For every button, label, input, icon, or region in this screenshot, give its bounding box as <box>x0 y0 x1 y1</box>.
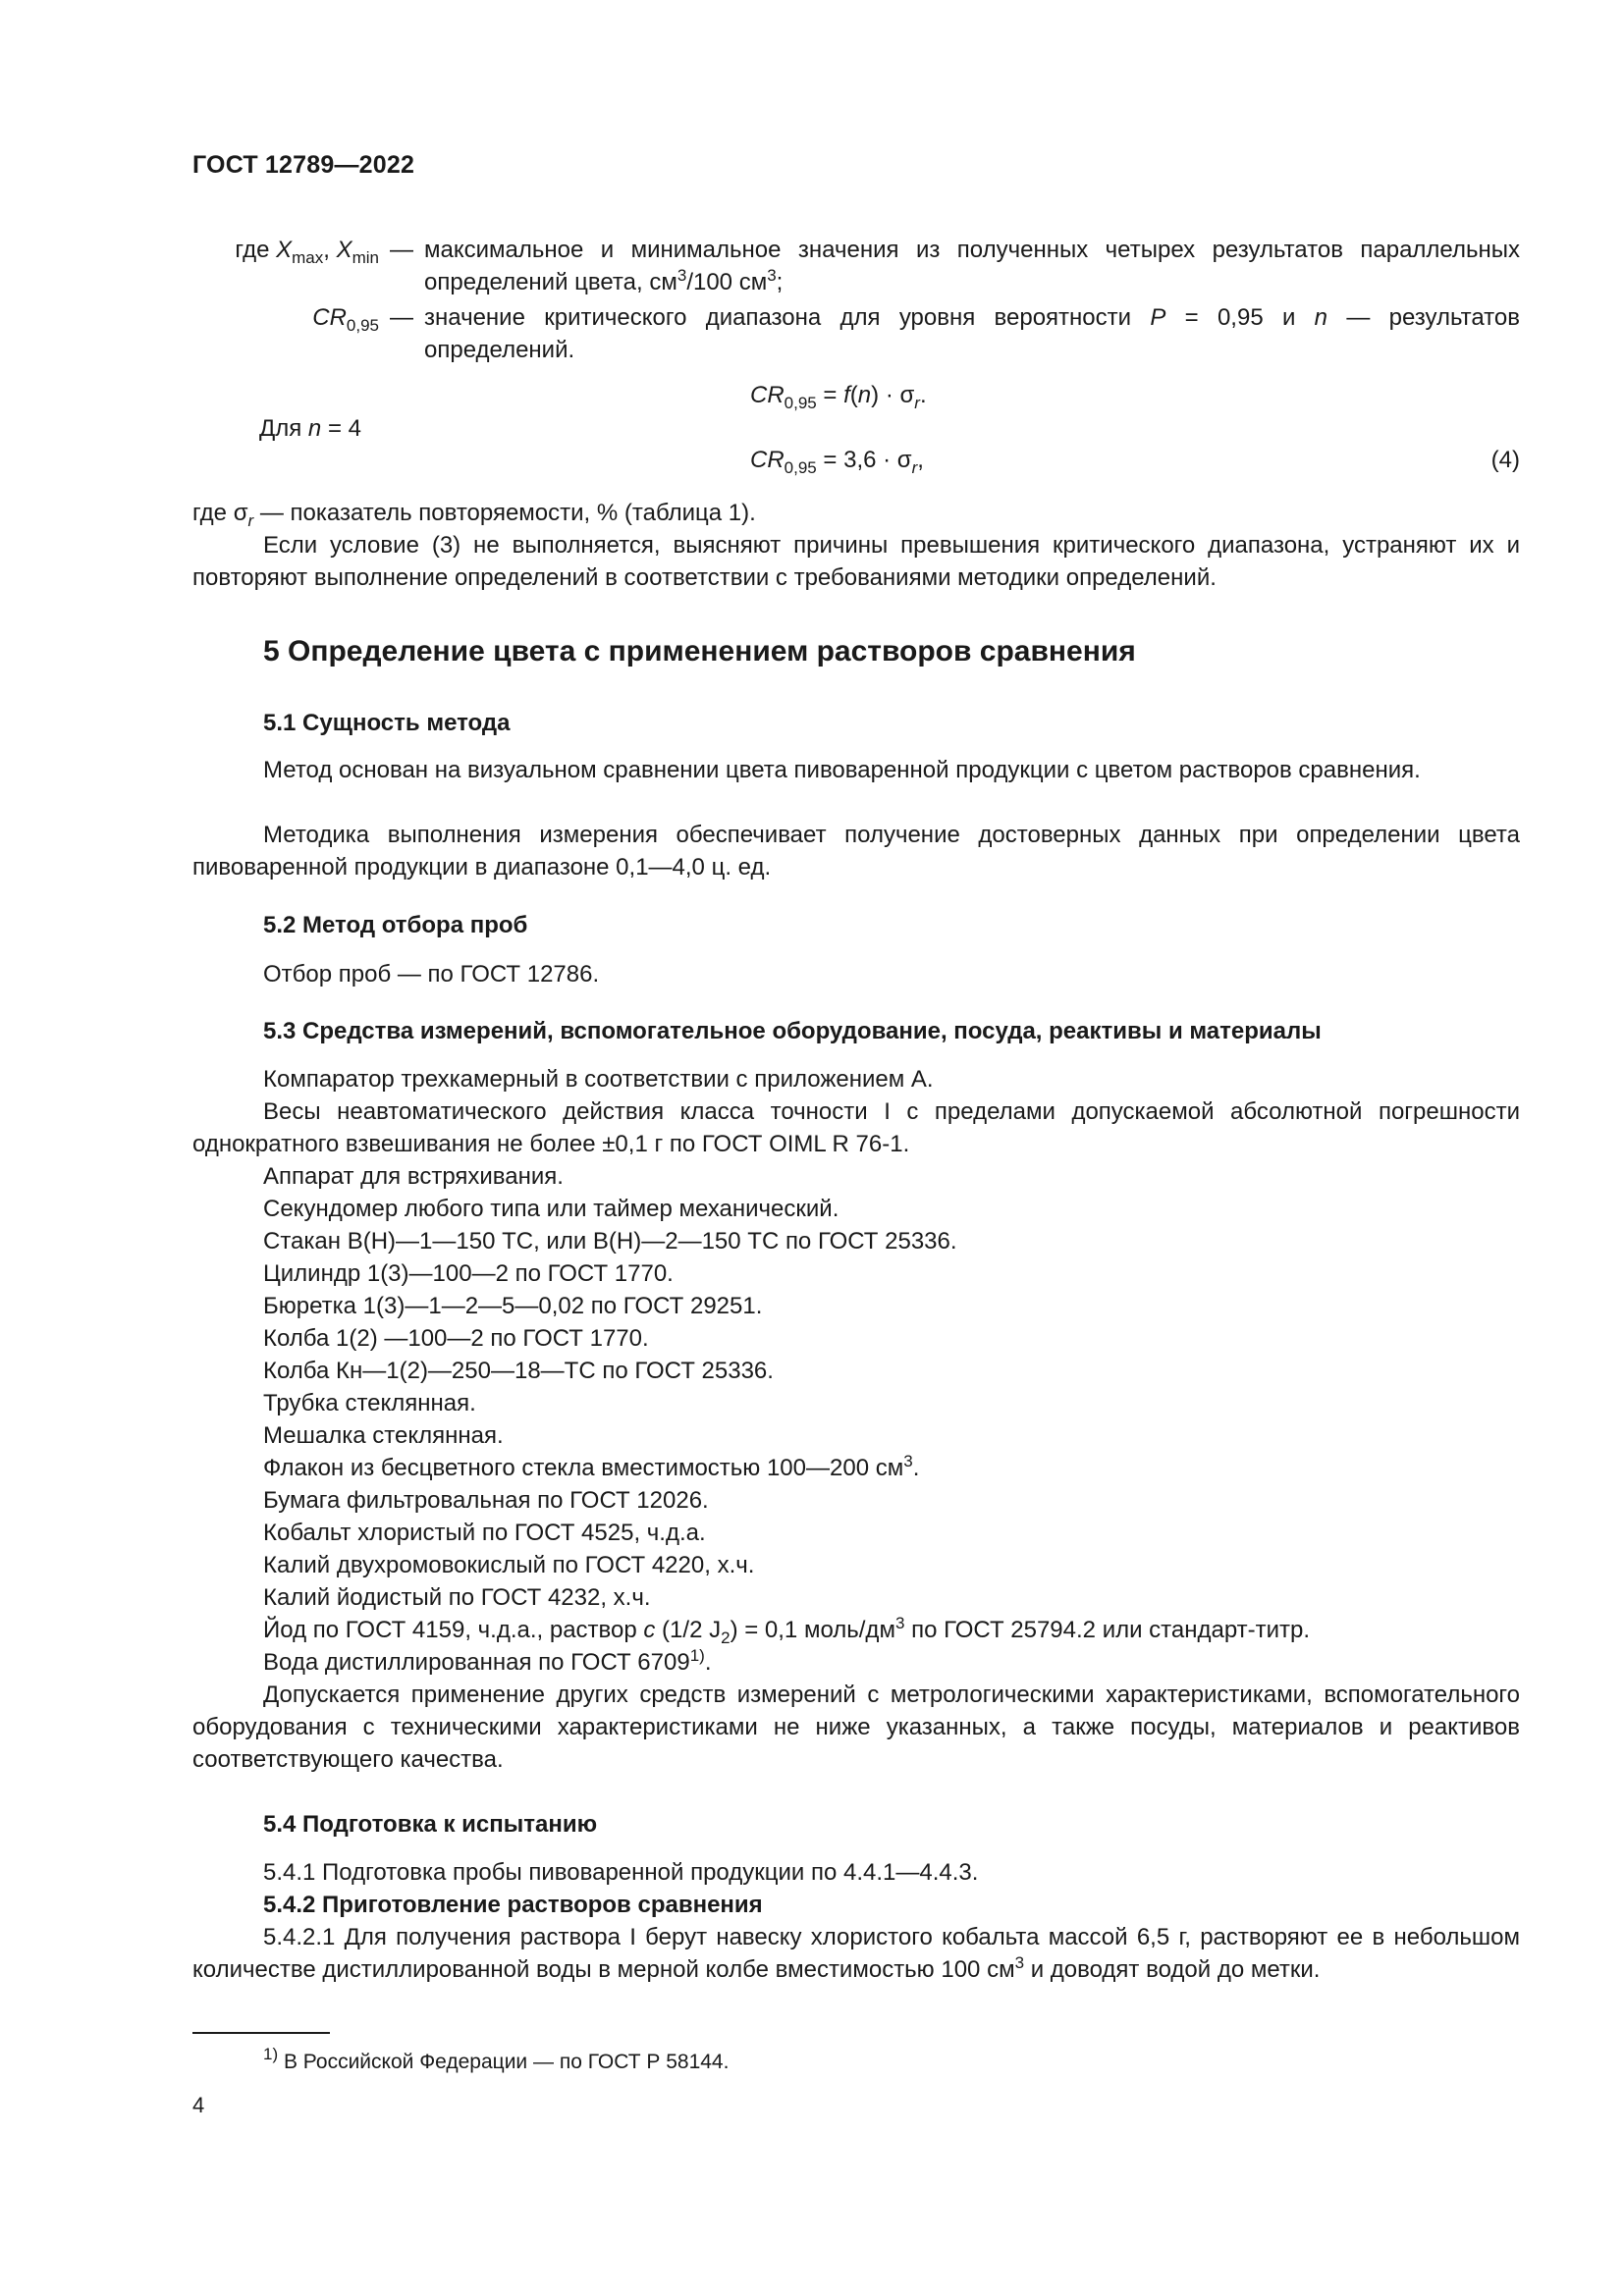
text: по ГОСТ 25794.2 или стандарт-титр. <box>904 1617 1311 1643</box>
symbol-cr: CR <box>750 447 785 473</box>
sigma-definition <box>192 497 1520 529</box>
section-5-1-paragraph-1: Метод основан на визуальном сравнении цвета пивоваренной продукции с цветом растворов сравнения. <box>263 757 1421 783</box>
equipment-item <box>263 1452 919 1484</box>
definition-text-part: ; <box>776 269 784 295</box>
symbol-n: n <box>857 382 872 408</box>
symbol-f: f <box>843 382 850 408</box>
footnote-mark: 1) <box>263 2045 279 2063</box>
text: где σ <box>192 500 248 526</box>
definition-symbol <box>192 301 379 366</box>
symbol-x: X <box>276 237 293 263</box>
equipment-item: Компаратор трехкамерный в соответствии с приложением А. <box>263 1066 934 1093</box>
formula-body: = 3,6 · σ <box>816 447 912 473</box>
text: 5.4.2.1 Для получения раствора I берут навеску хлористого кобальта массой 6,5 г, растворяют ее в небольшом количестве дистиллированной воды в мерной колбе вместимостью 100 см <box>192 1924 1520 1983</box>
equipment-item: Трубка стеклянная. <box>263 1390 476 1416</box>
definition-dash: — <box>390 304 413 331</box>
document-code-header: ГОСТ 12789—2022 <box>192 151 415 179</box>
condition-paragraph: Если условие (3) не выполняется, выясняют причины превышения критического диапазона, устраняют их и повторяют выполнение определений в соответствии с требованиями методики определений. <box>192 532 1520 591</box>
equipment-item: Мешалка стеклянная. <box>263 1422 504 1449</box>
punct: , <box>917 447 924 473</box>
text: Флакон из бесцветного стекла вместимостью 100—200 см <box>263 1455 904 1481</box>
text: Вода дистиллированная по ГОСТ 6709 <box>263 1649 690 1676</box>
equipment-item <box>263 1614 1310 1646</box>
footnote-ref: 1) <box>689 1646 705 1665</box>
paren: ) <box>871 382 880 408</box>
subscript-min: min <box>352 248 379 267</box>
equipment-item: Аппарат для встряхивания. <box>263 1163 564 1190</box>
footnote-text: В Российской Федерации — по ГОСТ Р 58144. <box>278 2051 730 2073</box>
subscript-r: r <box>911 458 918 477</box>
text: ) = 0,1 моль/дм <box>730 1617 895 1643</box>
subscript-r: r <box>914 394 920 412</box>
section-5-4-2-title: 5.4.2 Приготовление растворов сравнения <box>263 1892 763 1918</box>
definition-text <box>424 234 1520 298</box>
section-5-1-title: 5.1 Сущность метода <box>263 710 511 736</box>
formula-cr-n4 <box>750 444 924 476</box>
symbol-p: P <box>1150 304 1166 331</box>
equipment-item: Калий йодистый по ГОСТ 4232, х.ч. <box>263 1584 651 1611</box>
definition-text-part: — результатов определений. <box>424 304 1520 363</box>
equipment-item <box>263 1646 712 1679</box>
definition-text-part: значение критического диапазона для уровня вероятности <box>424 304 1151 331</box>
symbol-n: n <box>307 415 322 442</box>
symbol-cr: CR <box>750 382 785 408</box>
superscript: 3 <box>894 1614 905 1632</box>
superscript: 3 <box>767 266 777 285</box>
superscript: 3 <box>677 266 687 285</box>
section-5-4-1: 5.4.1 Подготовка пробы пивоваренной продукции по 4.4.1—4.4.3. <box>263 1859 979 1886</box>
symbol-x: X <box>336 237 352 263</box>
text: (1/2 J <box>655 1617 722 1643</box>
text: . <box>912 1455 920 1481</box>
subscript-max: max <box>292 248 324 267</box>
equipment-item: Кобальт хлористый по ГОСТ 4525, ч.д.а. <box>263 1520 706 1546</box>
equals: = <box>816 382 844 408</box>
subscript-095: 0,95 <box>346 316 379 335</box>
definition-text-part: = 0,95 и <box>1165 304 1315 331</box>
for-n-label <box>259 412 361 445</box>
punct: . <box>919 382 927 408</box>
text: Для <box>259 415 308 442</box>
equipment-item: Бумага фильтровальная по ГОСТ 12026. <box>263 1487 709 1514</box>
equipment-item: Колба 1(2) —100—2 по ГОСТ 1770. <box>263 1325 649 1352</box>
symbol-separator: , <box>323 237 337 263</box>
text: и доводят водой до метки. <box>1024 1956 1321 1983</box>
definition-text-part: максимальное и минимальное значения из полученных четырех результатов параллельных определений цвета, см <box>424 237 1520 295</box>
where-label: где <box>235 237 277 263</box>
variable-definitions <box>192 234 1520 366</box>
definition-symbol <box>192 234 379 298</box>
footnote-divider <box>192 2032 330 2034</box>
equipment-item: Калий двухромовокислый по ГОСТ 4220, х.ч. <box>263 1552 755 1578</box>
section-5-4-2-1 <box>192 1921 1520 1986</box>
definition-text-part: /100 см <box>686 269 768 295</box>
definition-row-xmax-xmin <box>192 234 1520 298</box>
equipment-item: Бюретка 1(3)—1—2—5—0,02 по ГОСТ 29251. <box>263 1293 763 1319</box>
subscript-095: 0,95 <box>784 394 817 412</box>
subscript-095: 0,95 <box>784 458 817 477</box>
text: Йод по ГОСТ 4159, ч.д.а., раствор <box>263 1617 644 1643</box>
definition-text <box>424 301 1520 366</box>
page-number: 4 <box>192 2093 205 2117</box>
section-5-1-paragraph-2: Методика выполнения измерения обеспечивает получение достоверных данных при определении цвета пивоваренной продукции в диапазоне 0,1—4,0 ц. ед. <box>192 822 1520 881</box>
footnote <box>263 2046 729 2078</box>
subscript-r: r <box>247 511 254 530</box>
section-5-3-final-paragraph: Допускается применение других средств измерений с метрологическими характеристиками, вспомогательного оборудования с техническими характеристиками не ниже указанных, а также посуды, материалов и реактивов соответствующего качества. <box>192 1682 1520 1773</box>
equipment-item: Весы неавтоматического действия класса точности I с пределами допускаемой абсолютной погрешности однократного взвешивания не более ±0,1 г по ГОСТ OIML R 76-1. <box>192 1098 1520 1157</box>
superscript: 3 <box>903 1452 913 1470</box>
section-5-2-title: 5.2 Метод отбора проб <box>263 912 528 938</box>
equation-number: (4) <box>1490 447 1520 473</box>
paren: ( <box>849 382 858 408</box>
subscript: 2 <box>721 1629 731 1647</box>
definition-dash: — <box>390 237 413 263</box>
section-5-3-title: 5.3 Средства измерений, вспомогательное оборудование, посуда, реактивы и материалы <box>263 1018 1322 1044</box>
text: = 4 <box>321 415 361 442</box>
symbol-cr: CR <box>312 304 347 331</box>
symbol-c: c <box>643 1617 656 1643</box>
text: . <box>704 1649 712 1676</box>
formula-cr-general <box>750 379 927 411</box>
definition-row-cr <box>192 301 1520 366</box>
sigma: · σ <box>879 382 915 408</box>
equipment-item: Секундомер любого типа или таймер механический. <box>263 1196 839 1222</box>
equipment-item: Колба Кн—1(2)—250—18—ТС по ГОСТ 25336. <box>263 1358 774 1384</box>
equipment-item: Цилиндр 1(3)—100—2 по ГОСТ 1770. <box>263 1260 674 1287</box>
equipment-item: Стакан В(Н)—1—150 ТС, или В(Н)—2—150 ТС по ГОСТ 25336. <box>263 1228 957 1255</box>
symbol-n: n <box>1314 304 1328 331</box>
section-5-2-paragraph: Отбор проб — по ГОСТ 12786. <box>263 961 600 988</box>
superscript: 3 <box>1014 1953 1025 1972</box>
section-5-title: 5 Определение цвета с применением растворов сравнения <box>263 635 1136 667</box>
section-5-4-title: 5.4 Подготовка к испытанию <box>263 1811 598 1838</box>
text: — показатель повторяемости, % (таблица 1). <box>253 500 756 526</box>
